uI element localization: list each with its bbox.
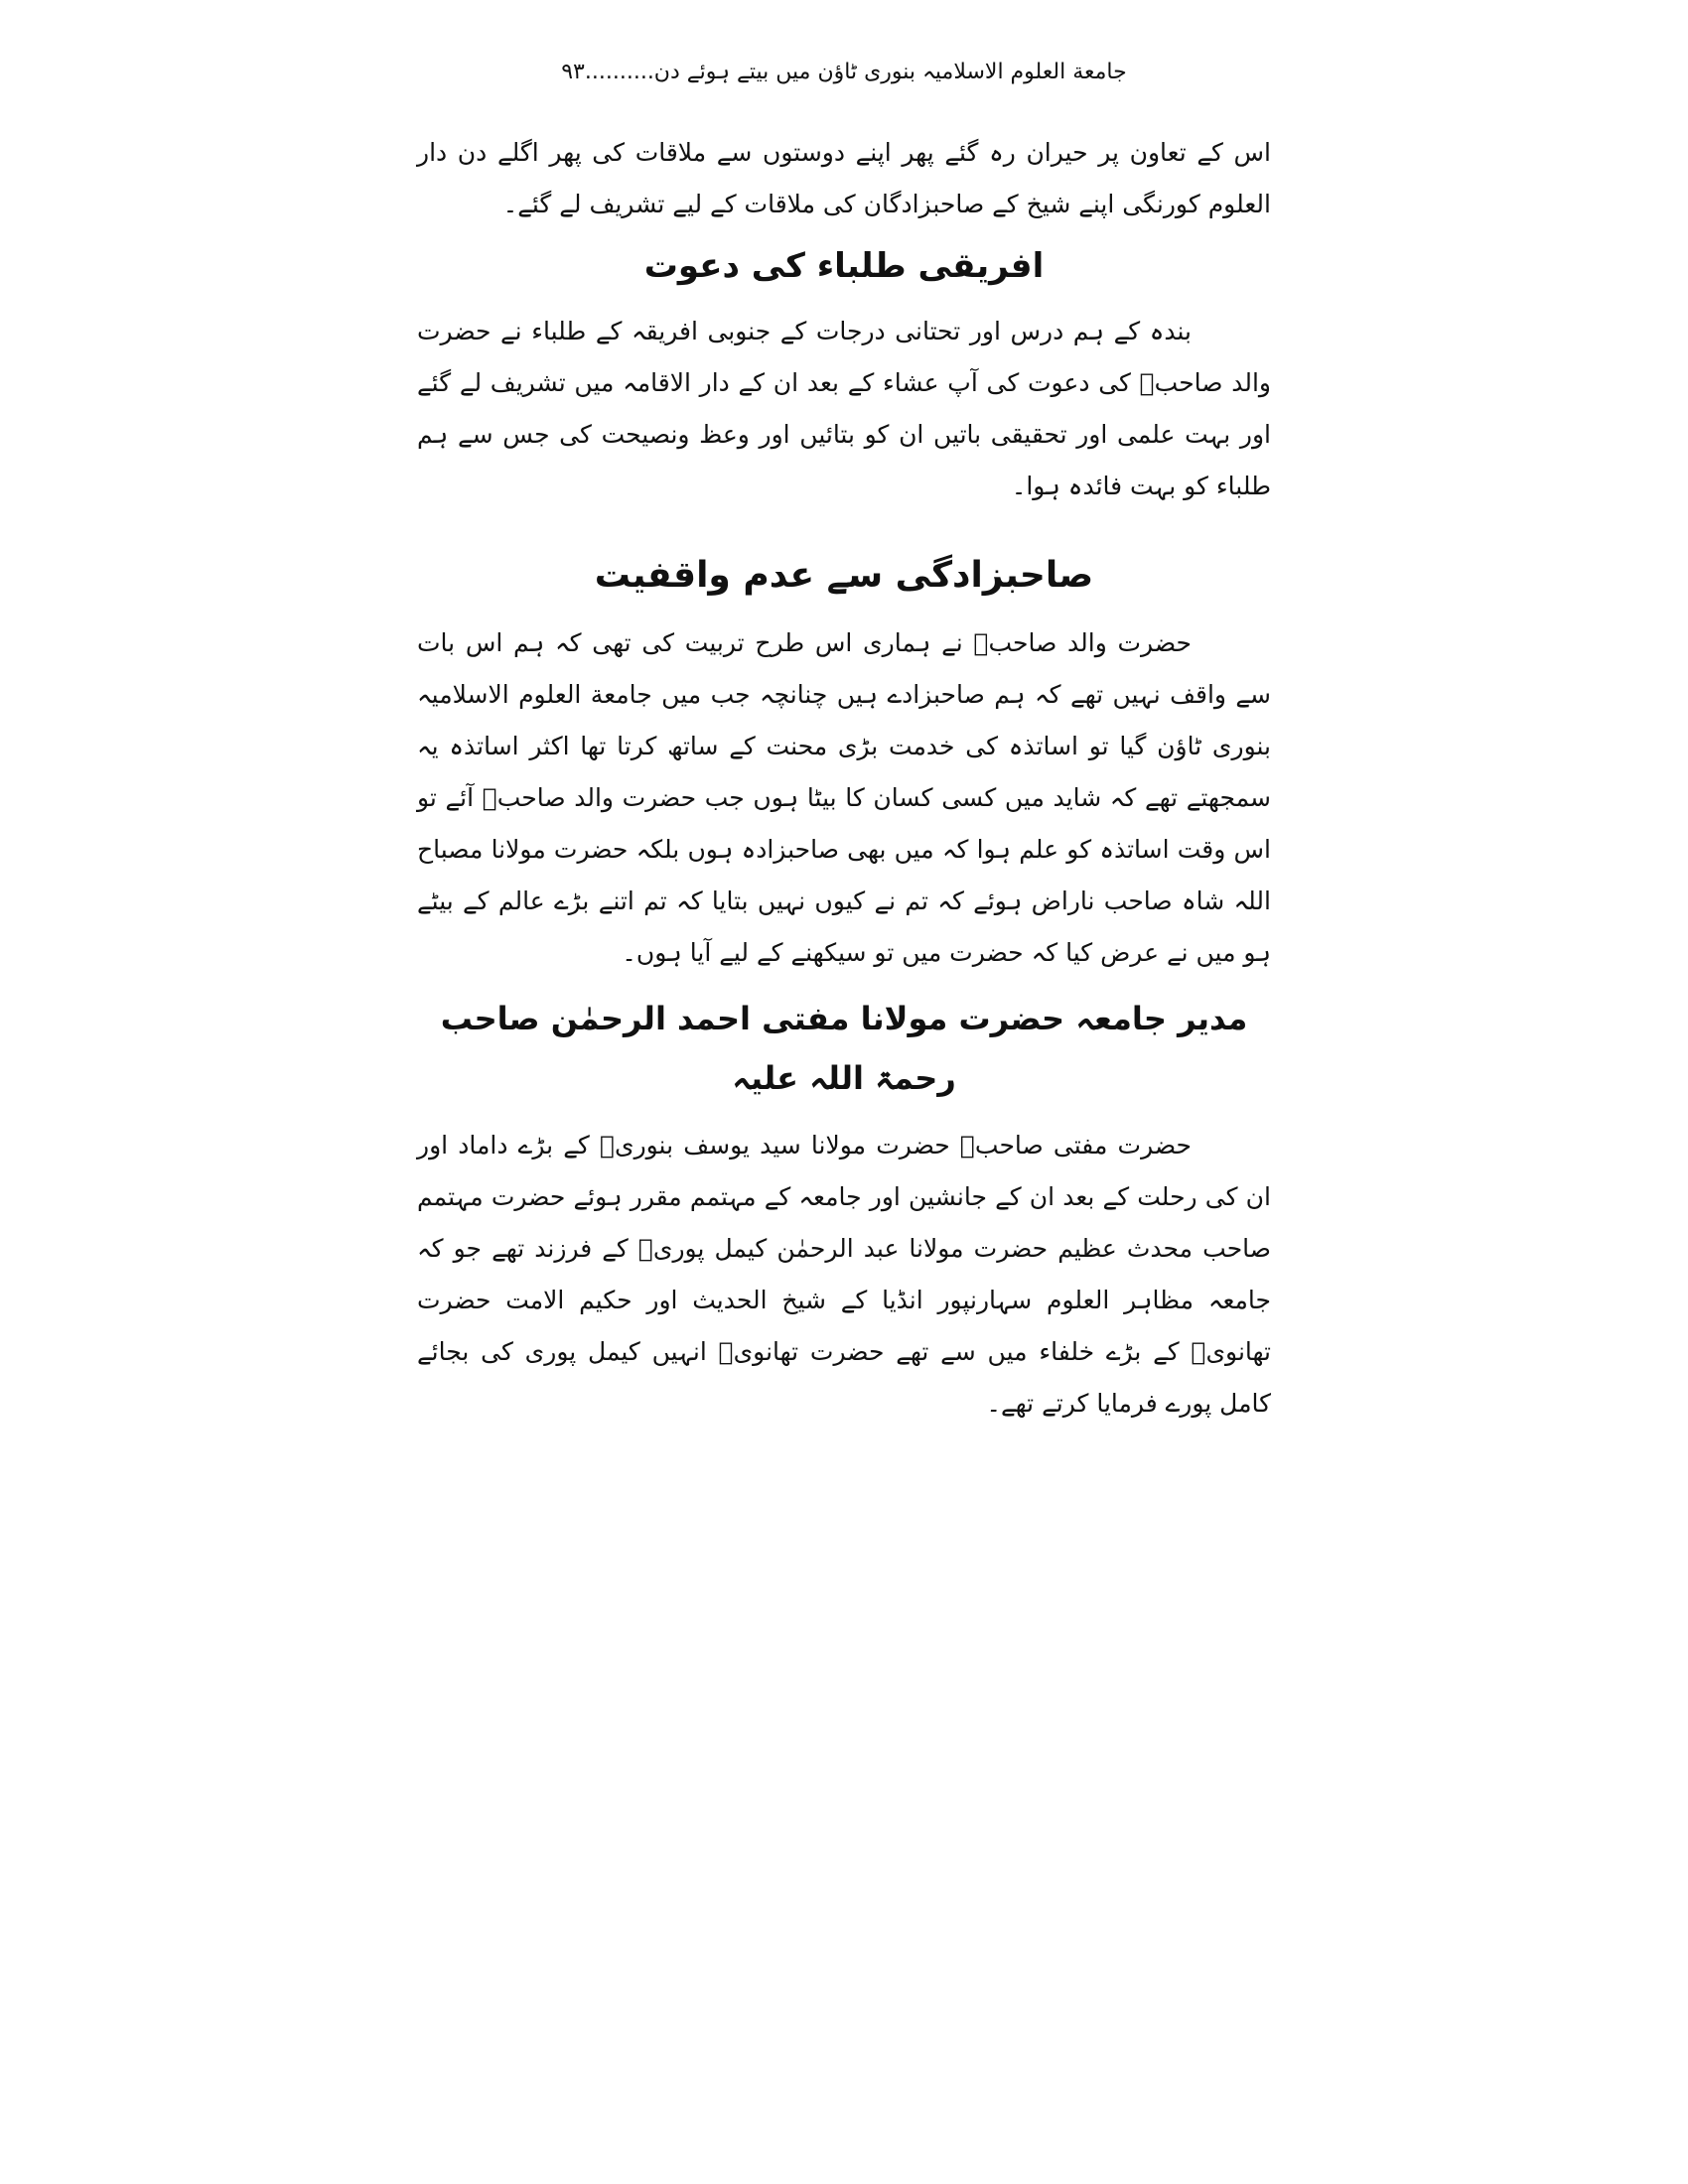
page-body [417,127,1271,1430]
intro-paragraph: اس کے تعاون پر حیران رہ گئے پھر اپنے دوستوں سے ملاقات کی پھر اگلے دن دار العلوم کورنگی اپنے شیخ کے صاحبزادگان کی ملاقات کے لیے تشریف لے گئے۔ [417,138,1271,218]
section-paragraph-mudeer-jamia: حضرت مفتی صاحبؒ حضرت مولانا سید یوسف بنوریؒ کے بڑے داماد اور ان کی رحلت کے بعد ان کے جانشین اور جامعہ کے مہتمم مقرر ہوئے حضرت مہتمم صاحب محدث عظیم حضرت مولانا عبد الرحمٰن کیمل پوریؒ کے فرزند تھے جو کہ جامعہ مظاہر العلوم سہارنپور انڈیا کے شیخ الحدیث اور حکیم الامت حضرت تھانویؒ کے بڑے خلفاء میں سے تھے حضرت تھانویؒ انہیں کیمل پوری کی بجائے کامل پورے فرمایا کرتے تھے۔ [417,1131,1271,1418]
section-paragraph-unawareness: حضرت والد صاحبؒ نے ہماری اس طرح تربیت کی تھی کہ ہم اس بات سے واقف نہیں تھے کہ ہم صاحبزادے ہیں چنانچہ جب میں جامعة العلوم الاسلامیہ بنوری ٹاؤن گیا تو اساتذہ کی خدمت بڑی محنت کے ساتھ کرتا تھا اکثر اساتذہ یہ سمجھتے تھے کہ شاید میں کسی کسان کا بیٹا ہوں جب حضرت والد صاحبؒ آئے تو اس وقت اساتذہ کو علم ہوا کہ میں بھی صاحبزادہ ہوں بلکہ حضرت مولانا مصباح اللہ شاہ صاحب ناراض ہوئے کہ تم نے کیوں نہیں بتایا کہ تم اتنے بڑے عالم کے بیٹے ہو میں نے عرض کیا کہ حضرت میں تو سیکھنے کے لیے آیا ہوں۔ [417,628,1271,967]
running-header: جامعة العلوم الاسلامیہ بنوری ٹاؤن میں بیتے ہوئے دن..........۹۳ [561,60,1127,84]
section-heading-african-students: افریقی طلباء کی دعوت [643,246,1045,286]
section-paragraph-african-students: بندہ کے ہم درس اور تحتانی درجات کے جنوبی افریقہ کے طلباء نے حضرت والد صاحبؒ کی دعوت کی آپ عشاء کے بعد ان کے دار الاقامہ میں تشریف لے گئے اور بہت علمی اور تحقیقی باتیں ان کو بتائیں اور وعظ ونصیحت کی جس سے ہم طلباء کو بہت فائدہ ہوا۔ [417,317,1271,500]
section-heading-unawareness: صاحبزادگی سے عدم واقفیت [594,555,1094,596]
section-heading-mudeer-jamia: مدیر جامعہ حضرت مولانا مفتی احمد الرحمٰن صاحب رحمۃ اللہ علیہ [440,1000,1248,1097]
